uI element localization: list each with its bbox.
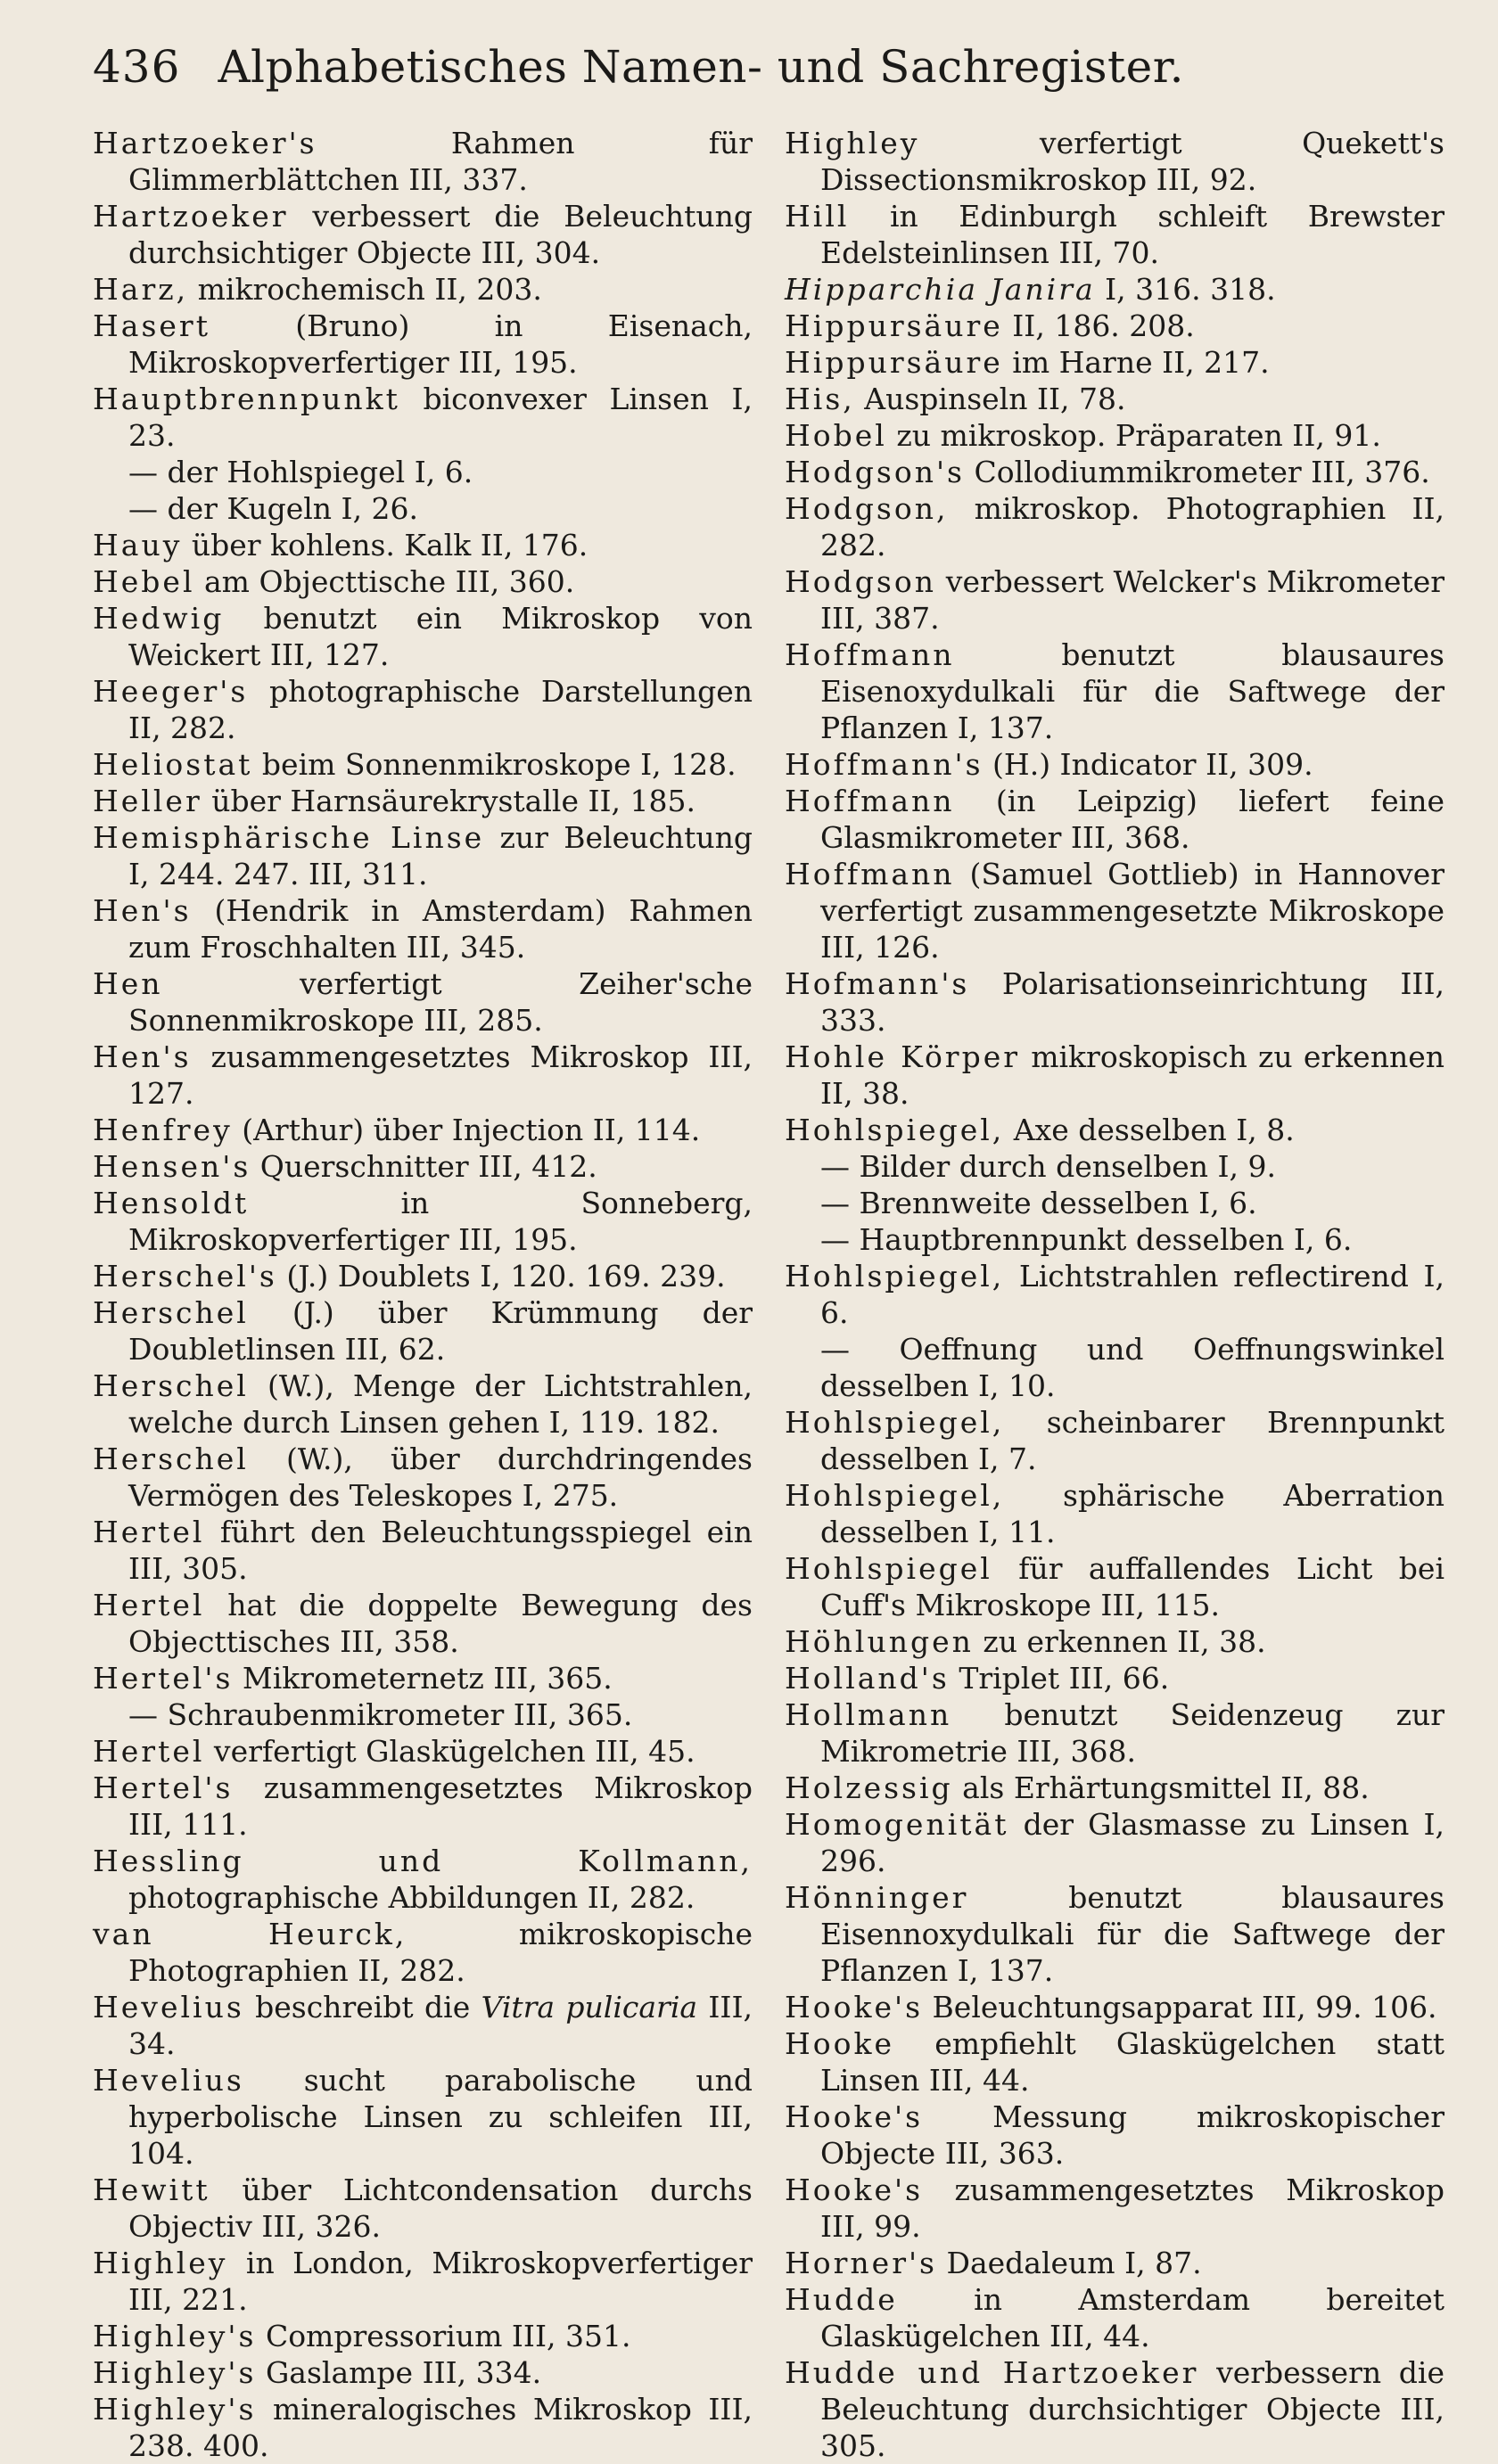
- index-term: Highley: [785, 126, 920, 160]
- index-term: Highley: [93, 2246, 228, 2280]
- index-text: (Bruno) in Eisenach, Mikroskopverfertiger III, 195.: [128, 308, 753, 380]
- index-entry: [785, 2172, 1444, 2245]
- index-entry: [785, 1623, 1444, 1660]
- index-entry: [785, 417, 1444, 454]
- index-text: in Edinburgh schleift Brewster Edelsteinlinsen III, 70.: [820, 199, 1444, 270]
- index-term: Hippursäure: [785, 308, 1003, 343]
- index-entry: [785, 198, 1444, 271]
- index-term: His,: [785, 382, 855, 416]
- index-entry: [93, 2318, 753, 2354]
- index-term: Hönninger: [785, 1880, 969, 1915]
- index-text: (J.) Doublets I, 120. 169. 239.: [276, 1259, 726, 1294]
- index-text: Rahmen für Glimmerblättchen III, 337.: [128, 126, 753, 197]
- index-text: (J.) über Krümmung der Doubletlinsen III, 62.: [128, 1295, 753, 1367]
- index-text: — Bilder durch denselben I, 9.: [820, 1149, 1276, 1184]
- index-term: Hudde und Hartzoeker: [785, 2355, 1199, 2390]
- page-number: 436: [93, 41, 181, 93]
- index-entry: [785, 1404, 1444, 1477]
- index-term: Hippursäure: [785, 345, 1003, 380]
- index-entry: [785, 746, 1444, 783]
- index-term: Hobel: [785, 418, 887, 453]
- index-text: photographische Abbildungen II, 282.: [128, 1880, 696, 1915]
- index-entry: [785, 454, 1444, 490]
- index-term: Hodgson: [785, 564, 936, 599]
- index-text: hat die doppelte Bewegung des Objecttisches III, 358.: [128, 1588, 753, 1659]
- index-term: Hevelius: [93, 1990, 244, 2025]
- index-entry: [93, 1770, 753, 1843]
- index-entry: [785, 1696, 1444, 1770]
- index-term: Hen's: [93, 1039, 192, 1074]
- index-term: Hodgson,: [785, 491, 949, 526]
- index-entry: [93, 490, 753, 527]
- index-entry: [785, 1660, 1444, 1696]
- index-entry: [93, 1148, 753, 1185]
- index-entry: [785, 1989, 1444, 2025]
- index-entry: [785, 1221, 1444, 1258]
- running-title: Alphabetisches Namen- und Sachregister.: [218, 41, 1184, 93]
- index-term: Hertel: [93, 1734, 205, 1769]
- index-text: über kohlens. Kalk II, 176.: [182, 528, 588, 563]
- index-entry: [785, 1185, 1444, 1221]
- index-text: benutzt ein Mikroskop von Weickert III, 127.: [128, 601, 753, 672]
- index-text: mikroskopische Photographien II, 282.: [128, 1917, 753, 1988]
- index-term: Hauy: [93, 528, 183, 563]
- index-entry: [93, 1441, 753, 1514]
- index-entry: [93, 1587, 753, 1660]
- index-text: in Sonneberg, Mikroskopverfertiger III, 195.: [128, 1186, 753, 1257]
- index-entry: [93, 1112, 753, 1148]
- index-text: verbessern die Beleuchtung durchsichtiger Objecte III, 305.: [820, 2355, 1444, 2463]
- index-entry: [785, 344, 1444, 381]
- index-entry: [93, 1916, 753, 1989]
- index-entry: [785, 856, 1444, 965]
- index-entry: [785, 1550, 1444, 1623]
- index-text: in Amsterdam bereitet Glaskügelchen III, 44.: [820, 2282, 1444, 2353]
- index-term: Hollmann: [785, 1697, 952, 1732]
- index-term: Harz,: [93, 272, 189, 307]
- index-entry: [93, 527, 753, 563]
- index-text: — Schraubenmikrometer III, 365.: [128, 1697, 633, 1732]
- index-term: Hertel's: [93, 1661, 234, 1696]
- index-entry: [785, 1112, 1444, 1148]
- index-term: Hauptbrennpunkt: [93, 382, 400, 416]
- index-entry: [785, 1477, 1444, 1550]
- index-term: Hoffmann's: [785, 747, 984, 782]
- index-text: Triplet III, 66.: [949, 1661, 1170, 1696]
- left-column: [93, 125, 753, 2464]
- index-text: (H.) Indicator II, 309.: [983, 747, 1313, 782]
- index-term: Highley's: [93, 2392, 257, 2427]
- page-header: [93, 41, 1198, 94]
- index-entry: [93, 1696, 753, 1733]
- index-term: Hensen's: [93, 1149, 251, 1184]
- index-text: führt den Beleuchtungsspiegel ein III, 305.: [128, 1515, 753, 1586]
- index-entry: [785, 308, 1444, 344]
- index-entry: [93, 1989, 753, 2062]
- index-text: (Arthur) über Injection II, 114.: [232, 1113, 701, 1147]
- index-entry: [93, 1294, 753, 1368]
- index-text: für auffallendes Licht bei Cuff's Mikroskope III, 115.: [820, 1551, 1444, 1622]
- index-term: Hooke's: [785, 1990, 924, 2025]
- index-term: Herschel: [93, 1368, 249, 1403]
- index-entry: [785, 965, 1444, 1039]
- index-term: Hartzoeker's: [93, 126, 317, 160]
- index-entry: [93, 381, 753, 454]
- index-entry: [93, 2354, 753, 2391]
- index-text: zu mikroskop. Präparaten II, 91.: [886, 418, 1381, 453]
- index-text: — der Kugeln I, 26.: [128, 491, 419, 526]
- index-text: Mikrometernetz III, 365.: [233, 1661, 613, 1696]
- index-text: mikrochemisch II, 203.: [188, 272, 542, 307]
- index-text: am Objecttische III, 360.: [194, 564, 575, 599]
- index-text: verfertigt Glaskügelchen III, 45.: [204, 1734, 696, 1769]
- index-entry: [93, 1514, 753, 1587]
- index-term: Hohlspiegel: [785, 1551, 992, 1586]
- index-term: Hen: [93, 966, 163, 1001]
- index-entry: [785, 490, 1444, 563]
- index-text: sphärische Aberration desselben I, 11.: [820, 1478, 1444, 1549]
- index-text: Lichtstrahlen reflectirend I, 6.: [820, 1259, 1444, 1330]
- index-italic-text: Vitra pulicaria: [481, 1990, 698, 2025]
- index-entry: [93, 965, 753, 1039]
- index-term: Hoffmann: [785, 637, 955, 672]
- index-term: Herschel's: [93, 1259, 277, 1294]
- index-text: benutzt blausaures Eisennoxydulkali für die Saftwege der Pflanzen I, 137.: [820, 1880, 1444, 1988]
- index-entry: [93, 673, 753, 746]
- index-text: scheinbarer Brennpunkt desselben I, 7.: [820, 1405, 1444, 1476]
- index-text: in London, Mikroskopverfertiger III, 221.: [128, 2246, 753, 2317]
- index-text: über Harnsäurekrystalle II, 185.: [202, 784, 696, 818]
- index-text: (Hendrik in Amsterdam) Rahmen zum Froschhalten III, 345.: [128, 893, 753, 965]
- index-text: verbessert die Beleuchtung durchsichtiger Objecte III, 304.: [128, 199, 753, 270]
- index-entry: [93, 892, 753, 965]
- index-term: Hohlspiegel,: [785, 1478, 1005, 1513]
- index-text: Beleuchtungsapparat III, 99. 106.: [923, 1990, 1437, 2025]
- index-entry: [785, 1039, 1444, 1112]
- index-entry: [93, 783, 753, 819]
- index-term: Heller: [93, 784, 202, 818]
- index-entry: [93, 454, 753, 490]
- index-text: (W.), über durchdringendes Vermögen des Teleskopes I, 275.: [128, 1441, 753, 1513]
- index-term: Hooke: [785, 2026, 895, 2061]
- index-text: mineralogisches Mikroskop III, 238. 400.: [128, 2392, 753, 2463]
- index-entry: [785, 2099, 1444, 2172]
- index-entry: [785, 1806, 1444, 1879]
- index-text: (in Leipzig) liefert feine Glasmikrometer III, 368.: [820, 784, 1444, 855]
- index-term: Hohlspiegel,: [785, 1405, 1005, 1440]
- index-text: Querschnitter III, 412.: [251, 1149, 597, 1184]
- index-text: als Erhärtungsmittel II, 88.: [952, 1770, 1370, 1805]
- index-entry: [785, 1770, 1444, 1806]
- index-term: Hasert: [93, 308, 210, 343]
- index-text: benutzt Seidenzeug zur Mikrometrie III, 368.: [820, 1697, 1444, 1769]
- index-term: Hofmann's: [785, 966, 970, 1001]
- right-column: [785, 125, 1444, 2464]
- index-text: Collodiummikrometer III, 376.: [964, 455, 1430, 489]
- index-term: Henfrey: [93, 1113, 233, 1147]
- index-text: (Samuel Gottlieb) in Hannover verfertigt zusammengesetzte Mikroskope III, 126.: [820, 857, 1444, 965]
- index-text: — Brennweite desselben I, 6.: [820, 1186, 1257, 1220]
- index-term: Hertel: [93, 1588, 205, 1622]
- index-term: Hodgson's: [785, 455, 965, 489]
- index-text: im Harne II, 217.: [1002, 345, 1270, 380]
- index-term: Hedwig: [93, 601, 225, 636]
- index-term: Hohlspiegel,: [785, 1259, 1005, 1294]
- index-entry: [93, 1258, 753, 1294]
- index-entry: [785, 2354, 1444, 2464]
- index-text: Polarisationseinrichtung III, 333.: [820, 966, 1444, 1038]
- index-term: Hoffmann: [785, 857, 955, 891]
- index-term: Hill: [785, 199, 850, 234]
- index-text: — der Hohlspiegel I, 6.: [128, 455, 473, 489]
- index-term: Highley's: [93, 2355, 257, 2390]
- index-text: Messung mikroskopischer Objecte III, 363.: [820, 2099, 1444, 2171]
- index-entry: [93, 125, 753, 198]
- index-text: benutzt blausaures Eisenoxydulkali für die Saftwege der Pflanzen I, 137.: [820, 637, 1444, 745]
- index-term: Hudde: [785, 2282, 898, 2317]
- index-entry: [93, 746, 753, 783]
- index-term: Herschel: [93, 1295, 249, 1330]
- index-term: Hohlspiegel,: [785, 1113, 1005, 1147]
- index-entry: [785, 2245, 1444, 2281]
- index-entry: [785, 2281, 1444, 2354]
- index-term: Holzessig: [785, 1770, 953, 1805]
- index-text: mikroskop. Photographien II, 282.: [820, 491, 1444, 563]
- index-text: zur Beleuchtung I, 244. 247. III, 311.: [128, 820, 753, 891]
- index-term: Heeger's: [93, 674, 249, 709]
- index-text: verbessert Welcker's Mikrometer III, 387.: [820, 564, 1444, 636]
- index-entry: [785, 1258, 1444, 1331]
- index-text: zusammengesetztes Mikroskop III, 99.: [820, 2172, 1444, 2244]
- index-text: beim Sonnenmikroskope I, 128.: [252, 747, 737, 782]
- index-text: sucht parabolische und hyperbolische Linsen zu schleifen III, 104.: [128, 2063, 753, 2171]
- index-term: Hooke's: [785, 2172, 924, 2207]
- index-term: Hessling und Kollmann,: [93, 1844, 753, 1878]
- index-text: biconvexer Linsen I, 23.: [128, 382, 753, 453]
- index-term: Homogenität: [785, 1807, 1009, 1842]
- index-term: Hen's: [93, 893, 192, 928]
- index-entry: [785, 637, 1444, 746]
- index-term: Herschel: [93, 1441, 249, 1476]
- index-text: zusammengesetztes Mikroskop III, 111.: [128, 1770, 753, 1842]
- index-entry: [93, 1368, 753, 1441]
- index-text-after: I, 316. 318.: [1095, 272, 1276, 307]
- index-entry: [93, 1660, 753, 1696]
- index-text: II, 186. 208.: [1002, 308, 1195, 343]
- index-term: Hohle Körper: [785, 1039, 1021, 1074]
- index-term: Hewitt: [93, 2172, 210, 2207]
- index-term: Hertel: [93, 1515, 205, 1549]
- index-text: empfiehlt Glaskügelchen statt Linsen III, 44.: [820, 2026, 1444, 2098]
- index-term: Heliostat: [93, 747, 253, 782]
- index-entry: [93, 1733, 753, 1770]
- index-text: photographische Darstellungen II, 282.: [128, 674, 753, 745]
- index-entry: [785, 271, 1444, 308]
- index-text: zu erkennen II, 38.: [973, 1624, 1266, 1659]
- index-entry: [785, 783, 1444, 856]
- index-text: zusammengesetztes Mikroskop III, 127.: [128, 1039, 753, 1111]
- index-term: Hemisphärische Linse: [93, 820, 485, 855]
- index-text: Axe desselben I, 8.: [1004, 1113, 1295, 1147]
- index-entry: [93, 2172, 753, 2245]
- index-text: verfertigt Quekett's Dissectionsmikroskop III, 92.: [820, 126, 1444, 197]
- index-entry: [93, 2245, 753, 2318]
- index-italic-text: Hipparchia Janira: [785, 272, 1096, 307]
- index-text: Compressorium III, 351.: [256, 2319, 631, 2353]
- index-text-after: III, 34.: [128, 1990, 753, 2061]
- index-text: (W.), Menge der Lichtstrahlen, welche durch Linsen gehen I, 119. 182.: [128, 1368, 753, 1440]
- index-entry: [93, 600, 753, 673]
- index-entry: [93, 2062, 753, 2172]
- index-entry: [93, 1039, 753, 1112]
- index-term: Hooke's: [785, 2099, 924, 2134]
- index-text: Gaslampe III, 334.: [256, 2355, 542, 2390]
- index-text: beschreibt die: [243, 1990, 482, 2025]
- index-entry: [785, 1331, 1444, 1404]
- index-entry: [785, 125, 1444, 198]
- index-term: Hartzoeker: [93, 199, 289, 234]
- index-entry: [93, 308, 753, 381]
- index-entry: [93, 1185, 753, 1258]
- index-text: Daedaleum I, 87.: [937, 2246, 1202, 2280]
- index-entry: [93, 271, 753, 308]
- index-term: Hebel: [93, 564, 195, 599]
- index-entry: [785, 1879, 1444, 1989]
- index-entry: [785, 2025, 1444, 2099]
- index-text: mikroskopisch zu erkennen II, 38.: [820, 1039, 1444, 1111]
- index-term: Hevelius: [93, 2063, 244, 2098]
- index-entry: [785, 1148, 1444, 1185]
- index-text: — Oeffnung und Oeffnungswinkel desselben I, 10.: [820, 1332, 1444, 1403]
- index-text: der Glasmasse zu Linsen I, 296.: [820, 1807, 1444, 1878]
- index-term: van Heurck,: [93, 1917, 407, 1951]
- index-entry: [785, 381, 1444, 417]
- index-term: Höhlungen: [785, 1624, 974, 1659]
- index-term: Hoffmann: [785, 784, 955, 818]
- index-term: Holland's: [785, 1661, 950, 1696]
- index-text: über Lichtcondensation durchs Objectiv III, 326.: [128, 2172, 753, 2244]
- index-entry: [93, 563, 753, 600]
- index-text: Auspinseln II, 78.: [854, 382, 1126, 416]
- index-text: verfertigt Zeiher'sche Sonnenmikroskope III, 285.: [128, 966, 753, 1038]
- index-text: — Hauptbrennpunkt desselben I, 6.: [820, 1222, 1353, 1257]
- index-entry: [93, 1843, 753, 1916]
- index-entry: [785, 563, 1444, 637]
- index-entry: [93, 198, 753, 271]
- index-term: Highley's: [93, 2319, 257, 2353]
- index-term: Hensoldt: [93, 1186, 250, 1220]
- index-entry: [93, 819, 753, 892]
- index-term: Hertel's: [93, 1770, 234, 1805]
- index-term: Horner's: [785, 2246, 937, 2280]
